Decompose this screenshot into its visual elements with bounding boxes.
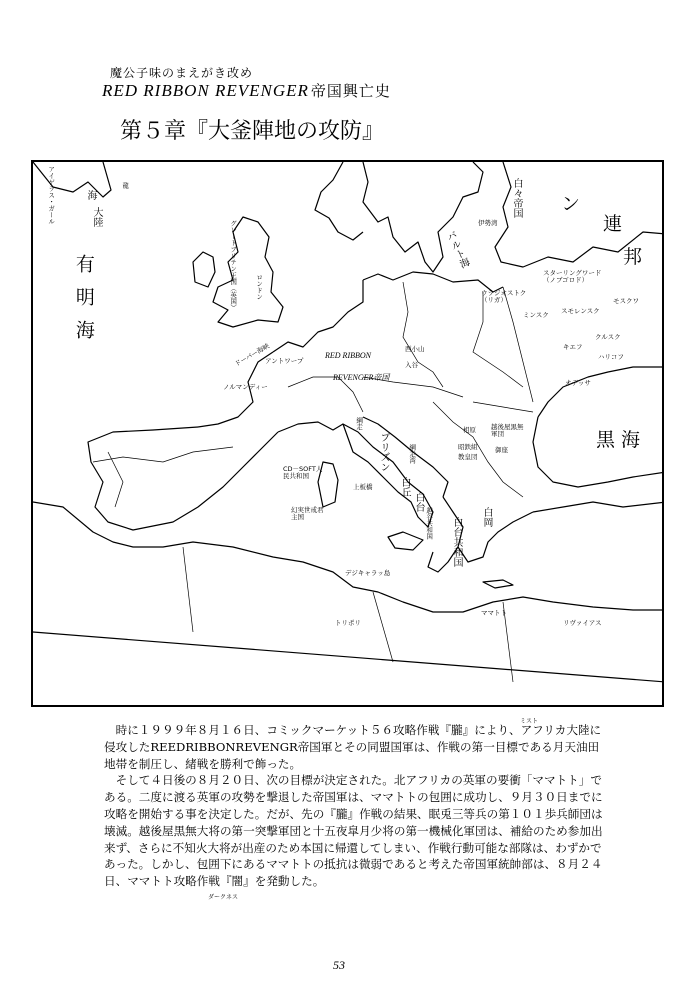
label-genso: 幻実世戒君主国 bbox=[291, 506, 324, 522]
label-shiro: 白丘 bbox=[399, 477, 410, 497]
ruby-mist: ミスト bbox=[520, 718, 539, 725]
label-kinso-bay: 綱走湾 bbox=[408, 444, 417, 464]
label-top-continent: 大陸 bbox=[91, 207, 102, 227]
border-germany-east bbox=[403, 282, 443, 387]
subtitle: 魔公子味のまえがき改め bbox=[110, 66, 254, 80]
paragraph-2: そして４日後の８月２０日、次の目標が決定された。北アフリカの英軍の要衝「ママトト」である。二度に渡る英軍の攻勢を撃退した帝国軍は、ママトトの包囲に成功し、９月３０日までに攻略を開始する事を決定した。だが、先の『朧』作戦の結果、眠兎三等兵の第１０１歩兵師団は壊滅。越後屋黒無大将の第一突撃軍団と十五夜皐月少将の第一機械化軍団は、補給のため参加出来ず、さらに不知火大将が出産のため本国に帰還してしまい、作戦行動可能な部隊は、わずかであった。しかし、包囲下にあるママトトの抵抗は微弱であると考えた帝国軍統帥部は、８月２４日、ママトト攻略作戦『闇』を発動した。 bbox=[104, 773, 603, 889]
label-normandy: ノルマンディー bbox=[223, 383, 268, 391]
label-eire: アイゲラス・ガール bbox=[47, 166, 56, 225]
label-stirling: スターリングワード（ノブゴロド） bbox=[543, 269, 602, 285]
coast-norway bbox=[315, 162, 363, 240]
label-cd-soft: CD－SOFT人民共和国 bbox=[283, 465, 323, 481]
coast-france bbox=[273, 280, 363, 352]
coast-iberia bbox=[88, 427, 278, 530]
label-odessa: オデッサ bbox=[565, 379, 591, 387]
label-showa: 昭鉄組 bbox=[458, 443, 478, 451]
coast-med-france bbox=[278, 422, 343, 432]
label-antwerp: アントワープ bbox=[265, 357, 304, 365]
label-empire-top: 白々帝国 bbox=[511, 178, 522, 218]
coast-north-africa bbox=[33, 502, 664, 612]
coast-turkey bbox=[533, 502, 664, 512]
label-rrr-line1: RED RIBBON bbox=[325, 351, 371, 360]
label-union-n: ン bbox=[561, 193, 581, 215]
coast-sahara bbox=[33, 632, 664, 682]
coast-black-sea-south bbox=[533, 417, 664, 487]
europe-map bbox=[31, 160, 664, 707]
label-shira: 白台 bbox=[413, 492, 424, 512]
label-black-sea: 黒海 bbox=[596, 429, 647, 451]
series-title-suffix: 帝国興亡史 bbox=[310, 84, 391, 100]
label-mamatoto: ママトト bbox=[481, 609, 507, 617]
label-baltic-sea: バルト海 bbox=[443, 229, 470, 271]
label-shirahana: 白台共和国 bbox=[451, 517, 462, 567]
label-kinso: 綱走 bbox=[355, 417, 364, 430]
label-decagyara: デジキャラッ島 bbox=[345, 569, 391, 577]
coast-crete bbox=[483, 580, 513, 588]
border-algeria bbox=[183, 547, 193, 632]
label-libya: リヴァイアス bbox=[563, 619, 602, 627]
label-moscow: モスクワ bbox=[613, 297, 639, 305]
border-portugal bbox=[108, 452, 123, 507]
series-title bbox=[102, 80, 391, 101]
border-poland bbox=[473, 292, 523, 387]
border-spain bbox=[93, 447, 233, 462]
label-gyokuden: 御座 bbox=[495, 446, 508, 454]
label-iriya: 入谷 bbox=[405, 361, 418, 369]
coast-black-sea bbox=[538, 367, 664, 417]
label-union-po: 邦 bbox=[623, 246, 643, 268]
label-brizen: ブリズン bbox=[378, 432, 389, 472]
label-ariake-sea: 有明海 bbox=[72, 254, 95, 353]
ruby-dark: ダークネス bbox=[208, 894, 238, 901]
label-kinzan: 越谷共和国 bbox=[425, 507, 434, 540]
series-title-latin: RED RIBBON REVENGER bbox=[102, 81, 309, 100]
label-echigo: 越後屋黒無軍団 bbox=[491, 423, 524, 439]
chapter-title: 第５章『大釜陣地の攻防』 bbox=[120, 119, 385, 144]
coast-sicily bbox=[388, 532, 423, 550]
body-text bbox=[104, 718, 604, 901]
page-number: 53 bbox=[333, 958, 345, 972]
label-dover: ドーバー海峡 bbox=[233, 341, 271, 369]
label-sagami: 相原 bbox=[463, 426, 476, 434]
label-minsk: ミンスク bbox=[523, 311, 549, 319]
label-smolensk: スモレンスク bbox=[561, 307, 600, 315]
label-ryugu: 龍 bbox=[121, 182, 130, 189]
border-romania bbox=[473, 402, 533, 412]
border-balkan bbox=[433, 402, 523, 497]
label-tripoli: トリポリ bbox=[335, 619, 361, 627]
label-vladivostok: ウラジオストク（リガ） bbox=[481, 289, 527, 305]
paragraph-1: 時に１９９９年８月１６日、コミックマーケット５６攻略作戦『朧』により、アフリカ大陸に侵攻したREEDRIBBONREVENGR帝国軍とその同盟国軍は、作戦の第一目標である月天油田地帯を制圧し、緒戦を勝利で飾った。 bbox=[104, 723, 602, 771]
border-libya bbox=[373, 592, 393, 662]
label-nishikoyama: 西小山 bbox=[405, 345, 425, 353]
label-kiev: キエフ bbox=[563, 343, 583, 351]
label-rrr-line2: REVENGER帝国 bbox=[333, 373, 390, 382]
coast-britain bbox=[213, 217, 283, 327]
coast-northwest bbox=[33, 162, 111, 197]
label-shiraoka: 白岡 bbox=[481, 507, 492, 527]
label-joban: 上板橋 bbox=[353, 483, 373, 491]
label-ise: 伊勢湾 bbox=[478, 219, 498, 227]
label-union-ren: 連 bbox=[603, 213, 623, 235]
label-kyoikudan: 教皇団 bbox=[458, 453, 478, 461]
label-kharkov: ハリコフ bbox=[598, 353, 624, 361]
coast-ireland bbox=[193, 252, 215, 287]
label-london: ロンドン bbox=[255, 274, 264, 300]
label-kursk: クルスク bbox=[595, 333, 621, 341]
label-great-britain: グレートブリテン王国（英国） bbox=[229, 220, 238, 311]
label-top-sea: 海 bbox=[85, 190, 96, 200]
